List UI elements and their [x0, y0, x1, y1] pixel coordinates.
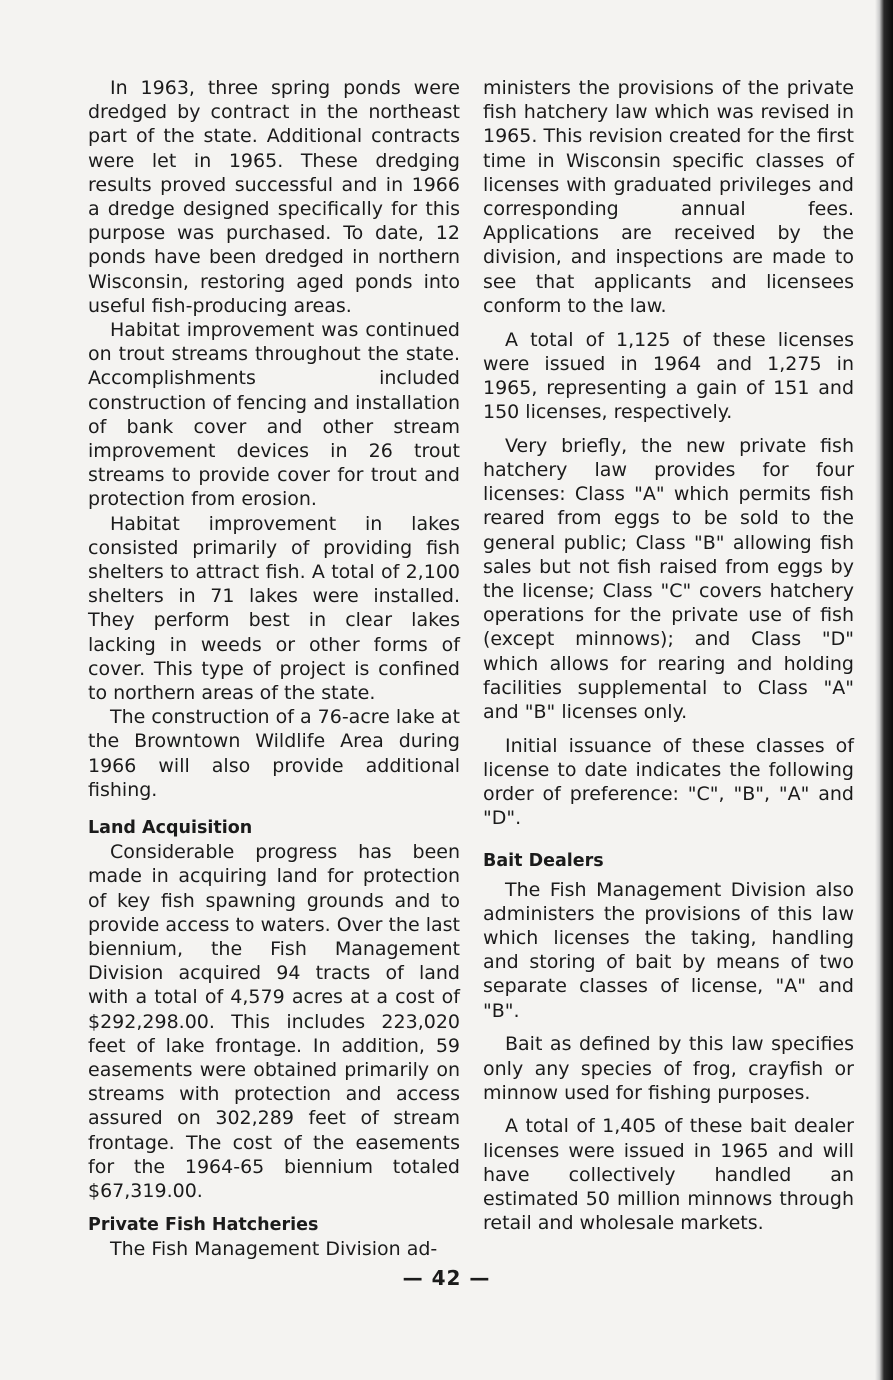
- paragraph-hatchery-law: ministers the provisions of the private fish hatchery law which was revised in 1965. This revision created for the first time in Wisconsin specific classes of licenses with graduated privileges and corresponding annual fees. Applications are received by the division, and inspections are made to see that applicants and licensees conform to the law.: [483, 77, 854, 317]
- paragraph-land-acquisition: Considerable progress has been made in acquiring land for protection of key fish spawning grounds and to provide access to waters. Over the last biennium, the Fish Management Division acquired 94 tracts of land with a total of 4,579 acres at a cost of $292,298.00. This includes 223,020 feet of lake frontage. In addition, 59 easements were obtained primarily on streams with protection and access assured on 302,289 feet of stream frontage. The cost of the easements for the 1964-65 biennium totaled $67,319.00.: [88, 841, 460, 1202]
- paragraph-spring-ponds: In 1963, three spring ponds were dredged by contract in the northeast part of the state. Additional contracts were let in 1965. These dredging results proved successful and in 1966 a dredge designed specifically for this purpose was purchased. To date, 12 ponds have been dredged in northern Wisconsin, restoring aged ponds into useful fish-producing areas.: [88, 77, 460, 317]
- paragraph-trout-streams: Habitat improvement was continued on trout streams throughout the state. Accomplishments included construction of fencing and installation of bank cover and other stream improvement devices in 26 trout streams to provide cover for trout and protection from erosion.: [88, 319, 460, 511]
- paragraph-bait-licenses: A total of 1,405 of these bait dealer licenses were issued in 1965 and will have collectively handled an estimated 50 million minnows through retail and wholesale markets.: [483, 1115, 854, 1235]
- left-column: [88, 76, 460, 1261]
- page-edge-shadow: [875, 0, 893, 1380]
- paragraph-bait-law: The Fish Management Division also administers the provisions of this law which licenses the taking, handling and storing of bait by means of two separate classes of license, "A" and "B".: [483, 878, 854, 1022]
- heading-private-fish-hatcheries: Private Fish Hatcheries: [88, 1215, 319, 1236]
- heading-land-acquisition: Land Acquisition: [88, 818, 253, 839]
- paragraph-browntown-lake: The construction of a 76-acre lake at the Browntown Wildlife Area during 1966 will also provide additional fishing.: [88, 706, 460, 801]
- right-column: [483, 76, 854, 1245]
- paragraph-hatcheries-start: The Fish Management Division ad-: [110, 1238, 438, 1261]
- paragraph-license-totals: A total of 1,125 of these licenses were issued in 1964 and 1,275 in 1965, representing a gain of 151 and 150 licenses, respectively.: [483, 328, 854, 424]
- heading-bait-dealers: Bait Dealers: [483, 850, 604, 871]
- paragraph-order-of-preference: Initial issuance of these classes of license to date indicates the following order of preference: "C", "B", "A" and "D".: [483, 734, 854, 830]
- paragraph-license-classes: Very briefly, the new private fish hatchery law provides for four licenses: Class "A" which permits fish reared from eggs to be sold to the general public; Class "B" allowing fish sales but not fish raised from eggs by the license; Class "C" covers hatchery operations for the private use of fish (except minnows); and Class "D" which allows for rearing and holding facilities supplemental to Class "A" and "B" licenses only.: [483, 434, 854, 724]
- paragraph-lake-shelters: Habitat improvement in lakes consisted primarily of providing fish shelters to attract fish. A total of 2,100 shelters in 71 lakes were installed. They perform best in clear lakes lacking in weeds or other forms of cover. This type of project is confined to northern areas of the state.: [88, 512, 460, 705]
- page-number: — 42 —: [402, 1266, 491, 1290]
- paragraph-bait-definition: Bait as defined by this law specifies only any species of frog, crayfish or minnow used for fishing purposes.: [483, 1033, 854, 1104]
